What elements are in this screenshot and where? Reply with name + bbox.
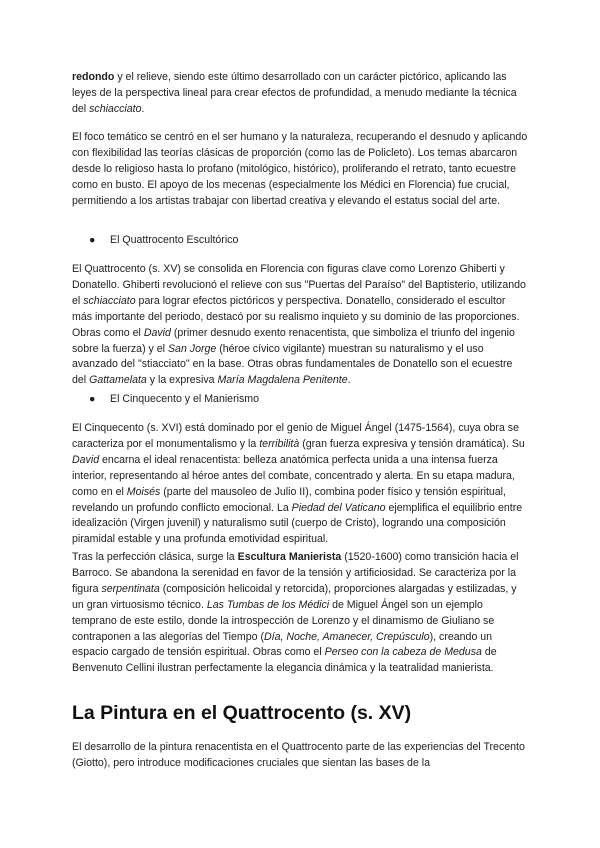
text-run: El Cinquecento (s. XVI) está dominado por el genio de Miguel Ángel (1475-1564), cuya obra se caracteriza por el monumentalismo y la (72, 422, 519, 450)
text-run: (primer desnudo exento renacentista, que simboliza el triunfo del ingenio sobre la fuerza) y el (72, 326, 515, 355)
text-run: encarna el ideal renacentista: belleza anatómica perfecta unida a una intensa fuerza interior, representando al héroe antes del combate, concentrado y alerta. En su etapa madura, como en el (72, 453, 515, 498)
paragraph-quattrocento (72, 262, 528, 389)
italic-term-schiacciato: schiacciato (89, 102, 142, 115)
text-run: ), creando un espacio cargado de tensión espiritual. Obras como el (72, 630, 493, 659)
text-run: (composición helicoidal y retorcida), proporciones alargadas y estilizadas, y un gran virtuosismo técnico. (72, 582, 517, 611)
bullet-label: El Cinquecento y el Manierismo (110, 393, 259, 405)
italic-term: David (143, 326, 171, 339)
italic-term: María Magdalena Penitente (217, 374, 348, 387)
italic-term: terribilità (259, 437, 300, 450)
paragraph-thematic-focus: El foco temático se centró en el ser humano y la naturaleza, recuperando el desnudo y aplicando con flexibilidad las teorías clásicas de proporción (como las de Policleto). Los temas abarcaron desde lo religioso hasta lo profano (mitológico, histórico), proliferando el retrato, tanto ecuestre como en busto. El apoyo de los mecenas (especialmente los Médici en Florencia) fue crucial, permitiendo a los artistas trabajar con libertad creativa y elevando el estatus social del arte. (72, 131, 528, 207)
italic-term: schiacciato (83, 294, 136, 307)
section-heading: La Pintura en el Quattrocento (s. XV) (72, 702, 412, 724)
italic-term: Moisés (126, 485, 161, 498)
bullet-label: El Quattrocento Escultórico (110, 234, 239, 246)
text-run: de Miguel Ángel son un ejemplo temprano de este estilo, donde la introspección de Lorenzo y el dinamismo de Giuliano se contraponen a las alegorías del Tiempo ( (72, 598, 495, 643)
text-run: (gran fuerza expresiva y tensión dramática). Su (299, 437, 525, 450)
text-run: para lograr efectos pictóricos y perspectiva. Donatello, considerado el escultor más importante del periodo, destacó por su realismo inquieto y su dominio de las proporciones. Obras como el (72, 294, 520, 339)
text-run: y el relieve, siendo este último desarrollado con un carácter pictórico, aplicando las leyes de la perspectiva lineal para crear efectos de profundidad, a menudo mediante la técnica del (72, 71, 517, 115)
bold-term: Escultura Manierista (237, 551, 342, 563)
text-run: (1520-1600) como transición hacia el Barroco. Se abandona la serenidad en favor de la tensión y artificiosidad. Se caracteriza por la figura (72, 551, 519, 595)
paragraph-manierismo (72, 550, 528, 677)
italic-term: Piedad del Vaticano (291, 501, 386, 514)
italic-term: Gattamelata (89, 374, 147, 387)
italic-term: serpentinata (101, 582, 160, 595)
paragraph-pintura: El desarrollo de la pintura renacentista en el Quattrocento parte de las experiencias del Trecento (Giotto), pero introduce modificaciones cruciales que sientan las bases de la (72, 741, 525, 769)
italic-term: Día, Noche, Amanecer, Crepúsculo (263, 630, 430, 643)
text-run: . (141, 102, 145, 115)
text-run: (parte del mausoleo de Julio II), combina poder físico y tensión espiritual, revelando un profundo conflicto emocional. La (72, 485, 506, 514)
paragraph-intro-relief (72, 70, 528, 118)
text-run: (héroe cívico vigilante) muestran su naturalismo y el uso avanzado del "stiacciato" en la base. Otras obras fundamentales de Donatello son el ecuestre del (72, 342, 513, 387)
text-run: . (347, 374, 351, 387)
bullet-item-cinquecento (89, 392, 259, 408)
italic-term: San Jorge (167, 342, 217, 355)
bold-term-redondo: redondo (72, 71, 115, 83)
bullet-item-quattrocento (89, 233, 238, 249)
bullet-icon: ● (89, 393, 96, 405)
bullet-icon: ● (89, 234, 96, 246)
text-run: El Quattrocento (s. XV) se consolida en Florencia con figuras clave como Lorenzo Ghiberti y Donatello. Ghiberti revolucionó el relieve con sus "Puertas del Paraíso" del Baptisterio, utilizando el (72, 263, 526, 307)
paragraph-cinquecento (72, 421, 528, 548)
italic-term: Perseo con la cabeza de Medusa (324, 646, 482, 659)
text-run: y la expresiva (146, 374, 218, 387)
italic-term: David (72, 453, 100, 466)
text-run: ejemplifica el equilibrio entre idealización (Virgen juvenil) y naturalismo sutil (cuerpo de Cristo), logrando una composición piramidal estable y una profunda emotividad espiritual. (72, 501, 523, 546)
italic-term: Las Tumbas de los Médici (206, 598, 330, 611)
text-run: Tras la perfección clásica, surge la (72, 551, 238, 563)
text-run: de Benvenuto Cellini ilustran perfectamente la elegancia dinámica y la teatralidad manierista. (72, 646, 497, 675)
